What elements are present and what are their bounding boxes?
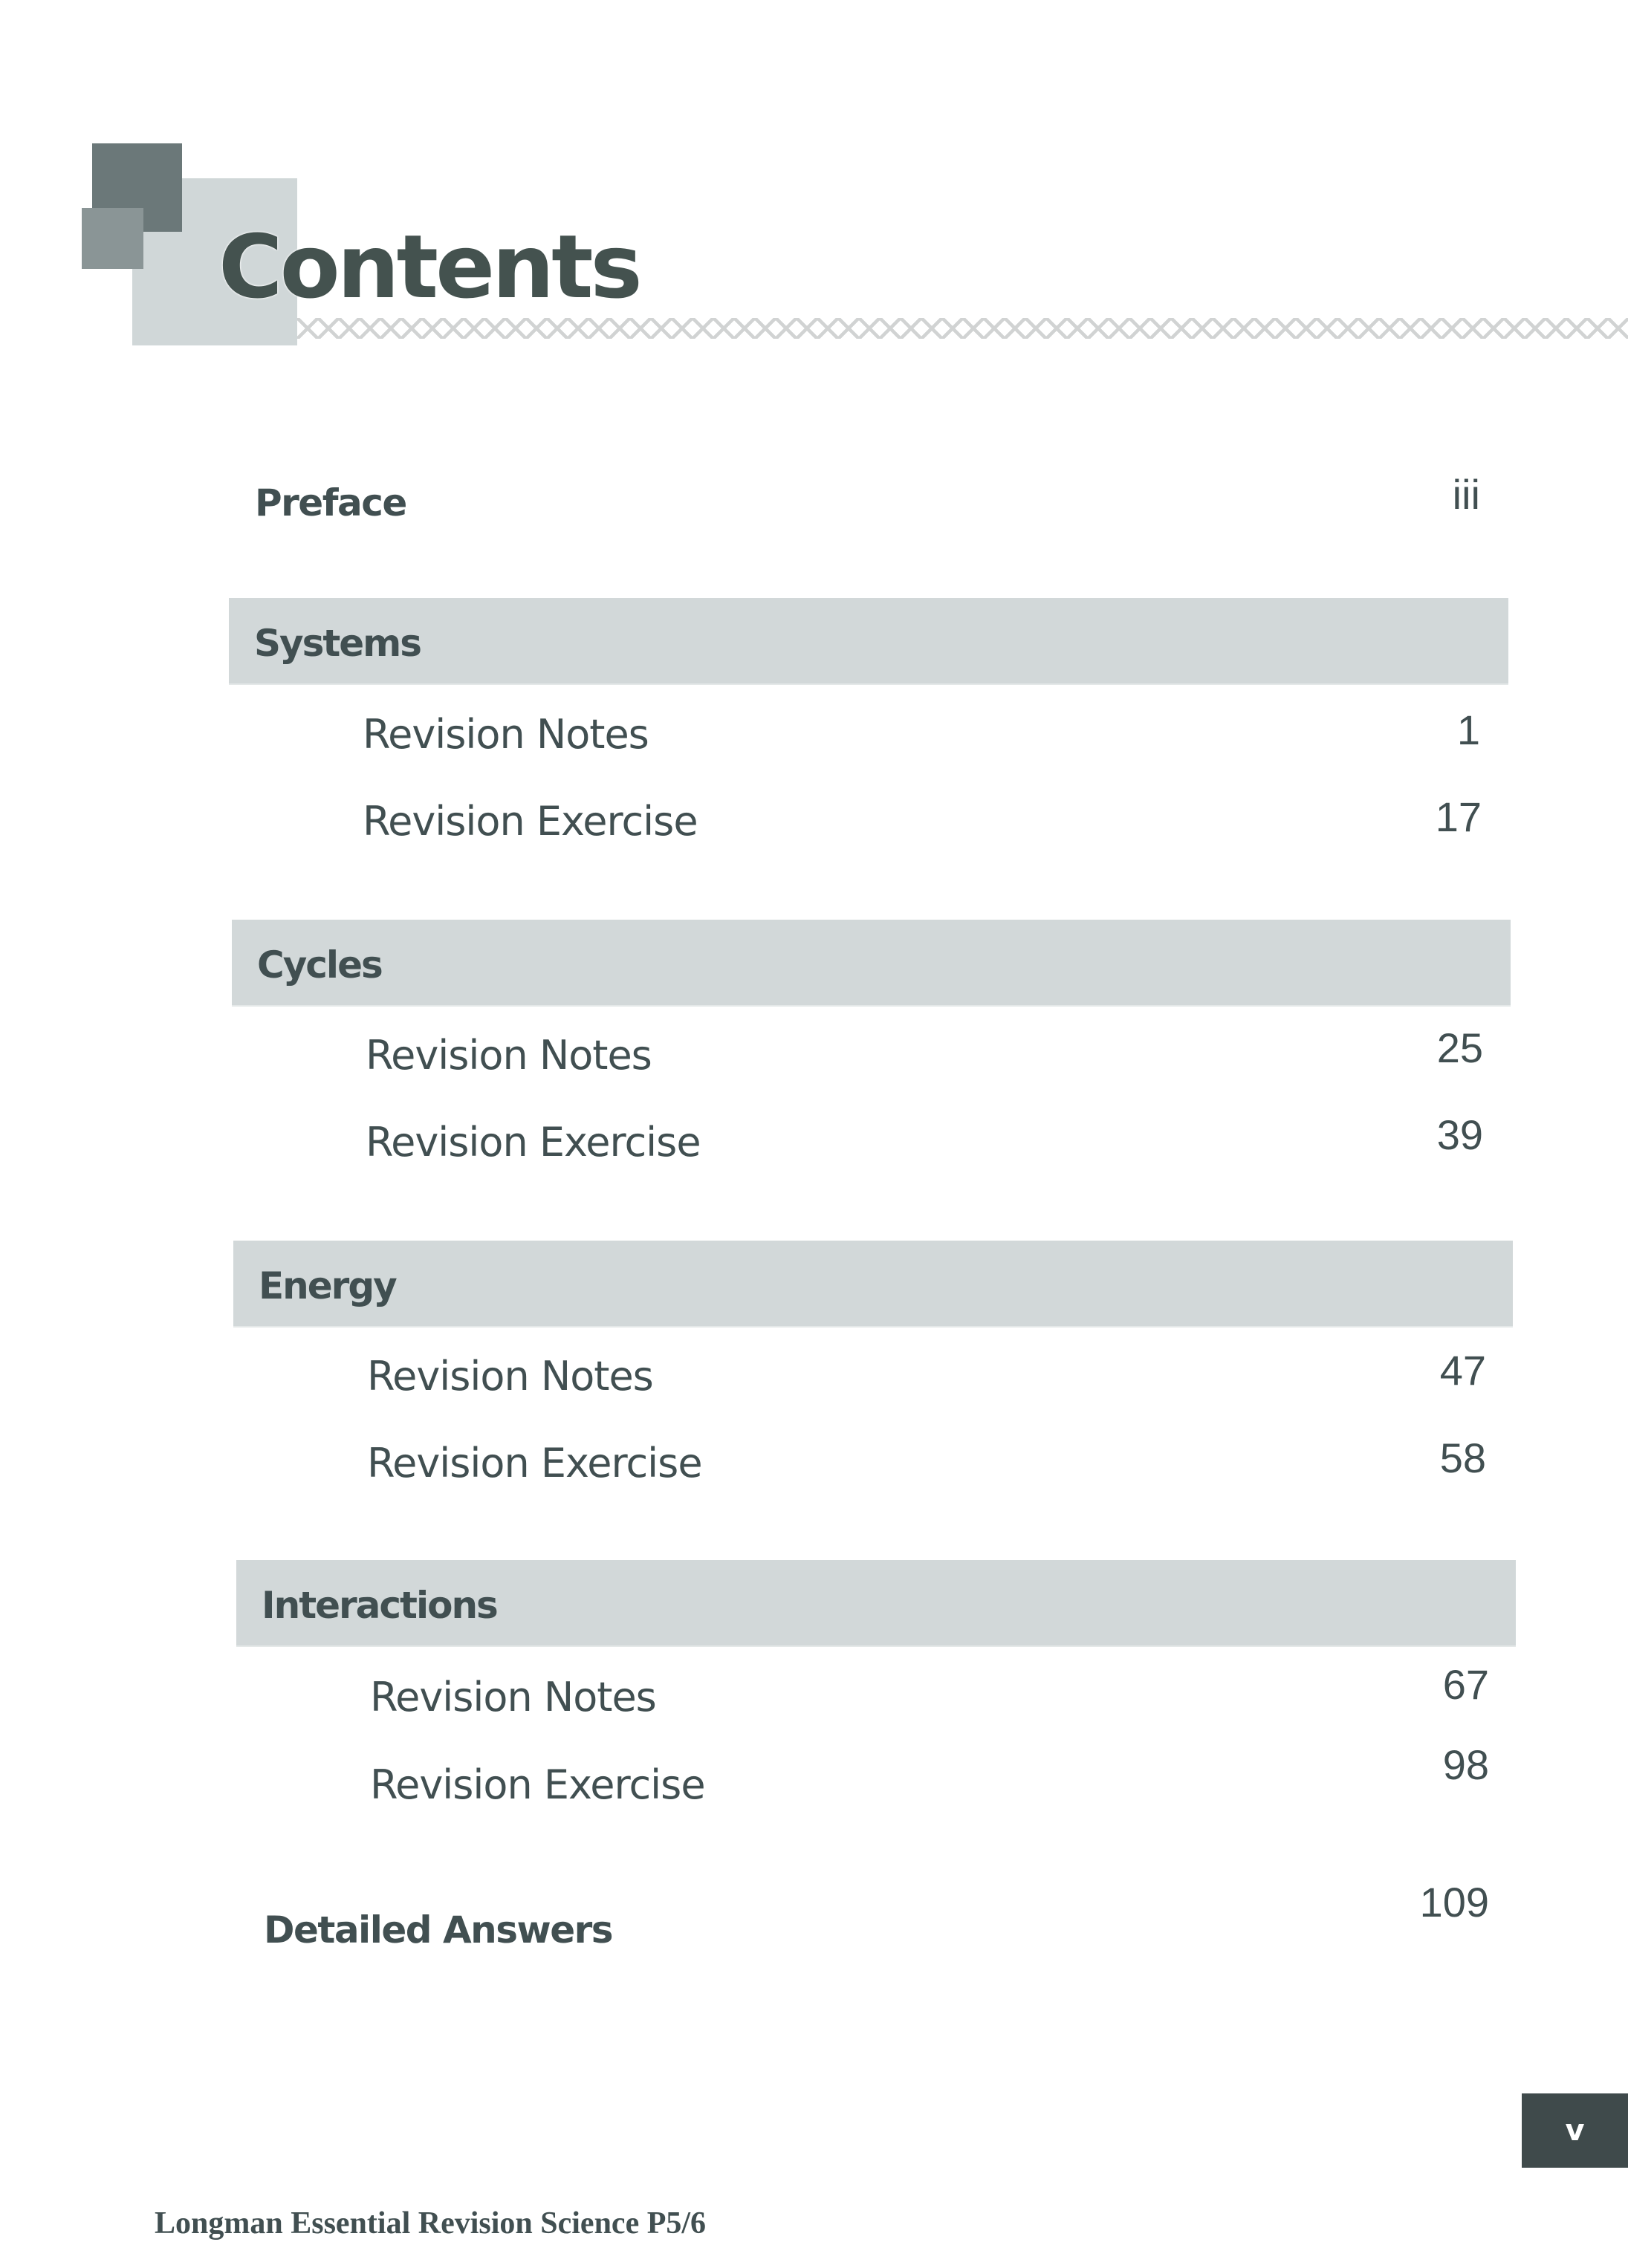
toc-page-detailed-answers: 109 <box>1419 1879 1489 1926</box>
toc-page-energy-notes: 47 <box>1439 1347 1486 1394</box>
page-number-tab <box>1522 2093 1628 2168</box>
toc-page-cycles-notes: 25 <box>1436 1024 1483 1071</box>
toc-entry-cycles-notes[interactable]: Revision Notes <box>366 1032 652 1079</box>
toc-entry-interactions-notes[interactable]: Revision Notes <box>370 1674 656 1721</box>
toc-entry-detailed-answers[interactable]: Detailed Answers <box>264 1908 613 1952</box>
section-band-systems <box>229 598 1508 685</box>
toc-page-interactions-exercise: 98 <box>1442 1741 1489 1788</box>
toc-entry-preface[interactable]: Preface <box>255 481 406 524</box>
section-band-interactions <box>236 1560 1516 1647</box>
toc-page-energy-exercise: 58 <box>1439 1434 1486 1481</box>
page-number: v <box>1565 2113 1585 2148</box>
section-band-cycles <box>232 920 1511 1007</box>
section-title-cycles[interactable]: Cycles <box>257 943 382 987</box>
toc-entry-interactions-exercise[interactable]: Revision Exercise <box>370 1761 705 1808</box>
section-band-energy <box>233 1241 1513 1328</box>
section-title-interactions[interactable]: Interactions <box>262 1584 497 1627</box>
toc-entry-energy-exercise[interactable]: Revision Exercise <box>367 1440 702 1486</box>
toc-page-systems-notes: 1 <box>1456 706 1480 753</box>
toc-entry-systems-notes[interactable]: Revision Notes <box>363 711 649 758</box>
section-title-energy[interactable]: Energy <box>259 1264 396 1307</box>
toc-page-interactions-notes: 67 <box>1442 1661 1489 1708</box>
section-title-systems[interactable]: Systems <box>254 622 421 665</box>
toc-entry-energy-notes[interactable]: Revision Notes <box>367 1353 653 1400</box>
toc-page-cycles-exercise: 39 <box>1436 1111 1483 1158</box>
header-square-mid <box>82 208 143 269</box>
toc-entry-systems-exercise[interactable]: Revision Exercise <box>363 798 698 845</box>
diamond-chain-divider <box>297 318 1628 339</box>
toc-page-systems-exercise: 17 <box>1435 793 1482 840</box>
toc-entry-cycles-exercise[interactable]: Revision Exercise <box>366 1119 701 1166</box>
footer-book-title: Longman Essential Revision Science P5/6 <box>155 2206 707 2241</box>
toc-page-preface: iii <box>1452 471 1480 518</box>
page-title: Contents <box>218 215 640 318</box>
